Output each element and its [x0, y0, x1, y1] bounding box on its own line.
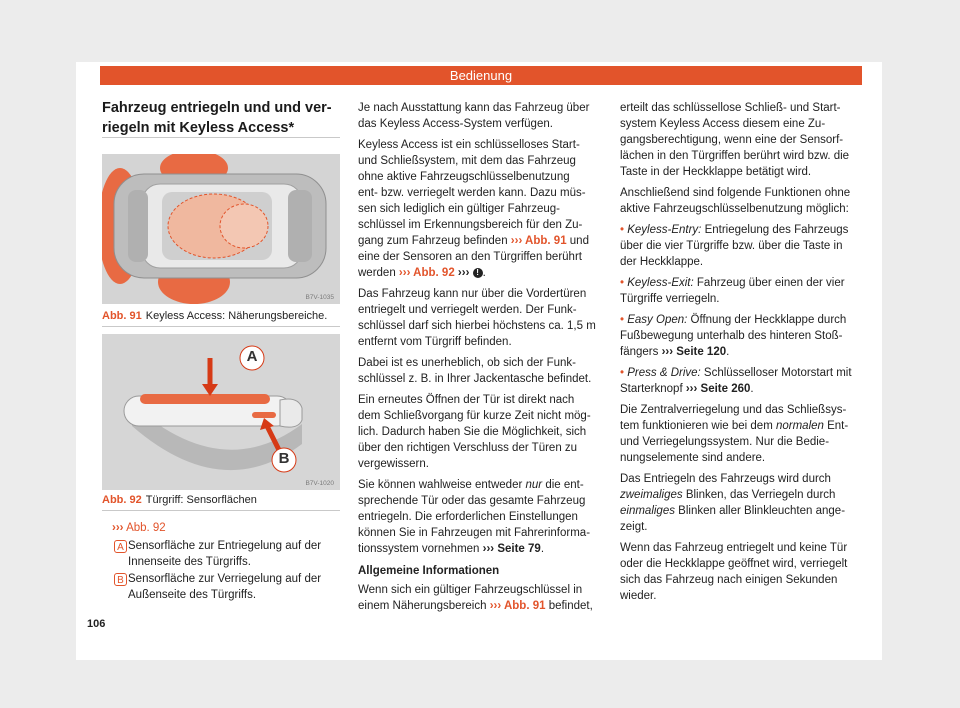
paragraph: Sie können wahlweise entweder nur die ent- sprechende Tür oder das gesamte Fahrzeug entriegeln. Die erforderlichen Einstellungen können Sie in Fahrzeugen mit Fahrerinforma- tionssystem vornehmen ››› Seite 79.	[358, 479, 591, 555]
title-divider	[102, 137, 340, 138]
figure-keyless-zones	[102, 154, 340, 304]
bullet-icon: •	[620, 224, 625, 236]
paragraph: Das Entriegeln des Fahrzeugs wird durch zweimaliges Blinken, das Verriegeln durch einmaliges Blinken aller Blinkleuchten ange- zeigt.	[620, 473, 846, 533]
bullet-icon: •	[620, 277, 625, 289]
paragraph: Je nach Ausstattung kann das Fahrzeug über das Keyless Access-System verfügen.	[358, 102, 590, 130]
bullet-icon: •	[620, 314, 625, 326]
paragraph: Das Fahrzeug kann nur über die Vordertüren entriegelt und verriegelt werden. Der Funk- schlüssel darf sich hierbei höchstens ca. 1,5 m entfernt vom Türgriff befinden.	[358, 288, 596, 348]
paragraph: Dabei ist es unerheblich, ob sich der Funk- schlüssel z. B. in Ihrer Jackentasche befindet.	[358, 357, 592, 385]
figure-caption: Abb. 92 Türgriff: Sensorflächen	[102, 494, 257, 506]
figure-link[interactable]: ››› Abb. 91	[510, 235, 567, 247]
car-topview-illustration	[102, 154, 340, 304]
page-number: 106	[87, 618, 106, 630]
bullet-icon: •	[620, 367, 625, 379]
figure-code: B7V-1035	[305, 294, 334, 301]
bullet-item: • Press & Drive: Schlüsselloser Motorstart mit Starterknopf ››› Seite 260.	[620, 367, 852, 395]
legend-key-badge: A	[114, 540, 127, 553]
callout-b-label: B	[278, 450, 290, 467]
figure-code: B7V-1020	[305, 480, 334, 487]
page-link[interactable]: ››› Seite 120	[661, 346, 727, 358]
page-title: Fahrzeug entriegeln und und ver- riegeln mit Keyless Access*	[102, 100, 332, 136]
text-column-right	[620, 100, 866, 609]
figure-door-handle	[102, 334, 340, 490]
paragraph: erteilt das schlüssellose Schließ- und Start- system Keyless Access diesem eine Zu- gangsberechtigung, wenn eine der Sensorf- lächen in den Türgriffen berührt wird bzw. die Taste in der Heckklappe betätigt wird.	[620, 102, 850, 178]
caption-divider	[102, 326, 340, 327]
figure-link[interactable]: ››› Abb. 92	[398, 267, 455, 279]
door-handle-illustration	[102, 334, 340, 490]
page-link[interactable]: ››› Seite 79	[482, 543, 541, 555]
legend-key-badge: B	[114, 573, 127, 586]
legend-figure-ref[interactable]: ››› Abb. 92	[112, 522, 166, 534]
bullet-item: • Keyless-Entry: Entriegelung des Fahrzeugs über die vier Türgriffe bzw. über die Taste in der Heckklappe.	[620, 224, 849, 268]
caption-divider	[102, 510, 340, 511]
warning-icon[interactable]: !	[473, 268, 483, 278]
paragraph: Wenn sich ein gültiger Fahrzeugschlüssel in einem Näherungsbereich ››› Abb. 91 befindet,	[358, 584, 593, 612]
text-column-middle	[358, 100, 604, 619]
subheading: Allgemeine Informationen	[358, 565, 500, 577]
paragraph: Ein erneutes Öffnen der Tür ist direkt nach dem Schließvorgang für kurze Zeit nicht mög- lich. Dadurch haben Sie die Möglichkeit, sich über den richtigen Verschluss der Türen zu vergewissern.	[358, 394, 591, 470]
callout-a-label: A	[246, 348, 258, 365]
section-header: Bedienung	[100, 66, 862, 85]
bullet-item: • Easy Open: Öffnung der Heckklappe durch Fußbewegung unterhalb des hinteren Stoß- fängers ››› Seite 120.	[620, 314, 847, 358]
page-link[interactable]: ››› Seite 260	[685, 383, 751, 395]
paragraph: Keyless Access ist ein schlüsselloses Start- und Schließsystem, mit dem das Fahrzeug ohne aktive Fahrzeugschlüsselbenutzung ent- bzw. verriegelt werden kann. Dazu müs- sen sich lediglich ein gültiger Fahrzeug- schlüssel im Erkennungsbereich für den Zu- gang zum Fahrzeug befinden ››› Abb. 91 und eine der Sensoren an den Türgriffen berührt werden ››› Abb. 92 ››› ! .	[358, 139, 589, 279]
paragraph: Anschließend sind folgende Funktionen ohne aktive Fahrzeugschlüsselbenutzung möglich:	[620, 187, 851, 215]
bullet-item: • Keyless-Exit: Fahrzeug über einen der vier Türgriffe verriegeln.	[620, 277, 845, 305]
figure-link[interactable]: ››› Abb. 91	[489, 600, 546, 612]
paragraph: Die Zentralverriegelung und das Schließsys- tem funktionieren wie bei dem normalen Ent- und Verriegelungssystem. Nur die Bedie- nungselemente sind andere.	[620, 404, 849, 464]
figure-caption: Abb. 91 Keyless Access: Näherungsbereiche.	[102, 310, 328, 322]
paragraph: Wenn das Fahrzeug entriegelt und keine Tür oder die Heckklappe geöffnet wird, verriegelt sich das Fahrzeug nach einigen Sekunden wieder.	[620, 542, 848, 602]
